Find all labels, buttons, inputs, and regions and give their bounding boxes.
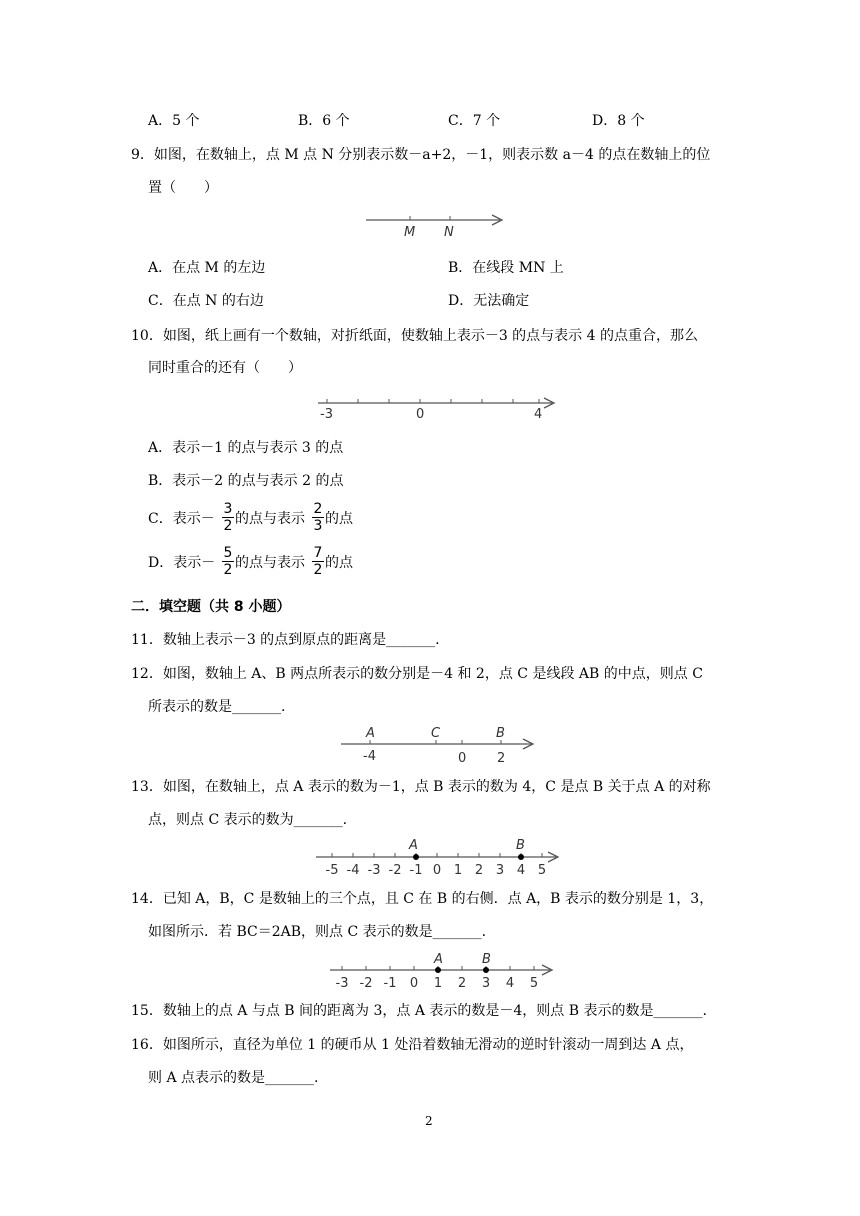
q14-tick-label: -1	[383, 976, 397, 991]
q12-label-a: A	[366, 726, 375, 741]
q9-stem-line2: 置（ ）	[148, 180, 218, 196]
q8-option-b: B．6 个	[298, 113, 350, 129]
q10-tick-0: 0	[416, 407, 425, 422]
q13-tick-label: -2	[388, 863, 402, 878]
q13-stem-line2: 点，则点 C 表示的数为_______.	[148, 812, 348, 828]
q10-option-d-prefix: D．表示－	[148, 555, 216, 571]
q14-tick-label: 2	[457, 976, 467, 991]
q13-label-a: A	[409, 838, 418, 853]
q16-stem-line1: 16．如图所示，直径为单位 1 的硬币从 1 处沿着数轴无滑动的逆时针滚动一周到达 A 点，	[131, 1037, 694, 1053]
q12-label-c: C	[431, 726, 441, 741]
q13-tick-label: 2	[474, 863, 484, 878]
q12-label-b: B	[496, 726, 505, 741]
q10-tick-minus3: -3	[320, 407, 333, 422]
q10-option-d-fraction-2: 7 2	[313, 545, 323, 578]
q10-option-a: A．表示－1 的点与表示 3 的点	[148, 440, 344, 456]
q13-tick-label: -3	[367, 863, 381, 878]
q10-option-c-fraction-1: 3 2	[223, 501, 233, 534]
q13-tick-label: -1	[409, 863, 423, 878]
q10-option-d-suffix: 的点	[325, 555, 353, 571]
q10-option-c-fraction-2: 2 3	[313, 501, 323, 534]
q14-stem-line2: 如图所示．若 BC＝2AB，则点 C 表示的数是_______.	[148, 924, 487, 940]
q14-number-line-figure	[326, 950, 556, 994]
q10-stem-line2: 同时重合的还有（ ）	[148, 360, 302, 376]
q15-stem: 15．数轴上的点 A 与点 B 间的距离为 3，点 A 表示的数是－4，则点 B 表示的数是_______.	[131, 1003, 707, 1019]
q13-label-b: B	[516, 838, 525, 853]
q13-tick-label: 3	[495, 863, 505, 878]
q14-tick-label: -2	[359, 976, 373, 991]
q12-number-line-figure	[335, 722, 545, 766]
q9-stem-line1: 9．如图，在数轴上，点 M 点 N 分别表示数－a+2，－1，则表示数 a－4 的点在数轴上的位	[131, 147, 711, 163]
q9-label-n: N	[444, 225, 454, 240]
q11-stem: 11．数轴上表示－3 的点到原点的距离是_______.	[131, 632, 440, 648]
q10-number-line-figure	[312, 393, 562, 423]
section-heading: 二．填空题（共 8 小题）	[131, 599, 291, 615]
q9-option-c: C．在点 N 的右边	[148, 293, 264, 309]
q12-stem-line2: 所表示的数是_______.	[148, 699, 286, 715]
q9-option-b: B．在线段 MN 上	[448, 260, 564, 276]
q10-option-d-mid: 的点与表示	[235, 555, 305, 571]
q12-tick-minus4: -4	[363, 749, 376, 764]
q14-tick-label: 0	[409, 976, 419, 991]
q8-option-c: C．7 个	[448, 113, 501, 129]
q10-option-b: B．表示－2 的点与表示 2 的点	[148, 473, 344, 489]
q8-option-a: A．5 个	[148, 113, 200, 129]
q14-tick-label: 4	[505, 976, 515, 991]
page-number: 2	[425, 1114, 433, 1128]
q13-tick-label: 1	[453, 863, 463, 878]
q13-number-line-figure	[312, 835, 562, 879]
q10-option-c-prefix: C．表示－	[148, 511, 215, 527]
q13-tick-label: -4	[346, 863, 360, 878]
q10-option-c-suffix: 的点	[325, 511, 353, 527]
q12-tick-0: 0	[458, 751, 467, 766]
q13-tick-label: 4	[516, 863, 526, 878]
q14-label-b: B	[482, 952, 491, 967]
q9-option-d: D．无法确定	[448, 293, 530, 309]
q14-tick-label: 1	[433, 976, 443, 991]
q13-tick-label: 0	[432, 863, 442, 878]
q12-stem-line1: 12．如图，数轴上 A、B 两点所表示的数分别是－4 和 2，点 C 是线段 AB 的中点，则点 C	[131, 666, 703, 682]
q14-stem-line1: 14．已知 A，B，C 是数轴上的三个点，且 C 在 B 的右侧．点 A，B 表示的数分别是 1，3，	[131, 891, 714, 907]
q13-tick-label: -5	[325, 863, 339, 878]
q14-tick-label: 5	[529, 976, 539, 991]
q13-stem-line1: 13．如图，在数轴上，点 A 表示的数为－1，点 B 表示的数为 4，C 是点 B 关于点 A 的对称	[131, 779, 711, 795]
q14-label-a: A	[434, 952, 443, 967]
q9-option-a: A．在点 M 的左边	[148, 260, 266, 276]
q13-tick-label: 5	[537, 863, 547, 878]
q9-label-m: M	[404, 225, 416, 240]
q9-number-line-figure	[360, 208, 520, 242]
q8-option-d: D．8 个	[592, 113, 645, 129]
q10-tick-4: 4	[534, 407, 543, 422]
q10-option-c-mid: 的点与表示	[235, 511, 305, 527]
q12-tick-2: 2	[497, 751, 506, 766]
q14-tick-label: -3	[335, 976, 349, 991]
q10-option-d-fraction-1: 5 2	[223, 545, 233, 578]
q14-tick-label: 3	[481, 976, 491, 991]
q16-stem-line2: 则 A 点表示的数是_______.	[148, 1070, 319, 1086]
q10-stem-line1: 10．如图，纸上画有一个数轴，对折纸面，使数轴上表示－3 的点与表示 4 的点重合，那么	[131, 328, 698, 344]
